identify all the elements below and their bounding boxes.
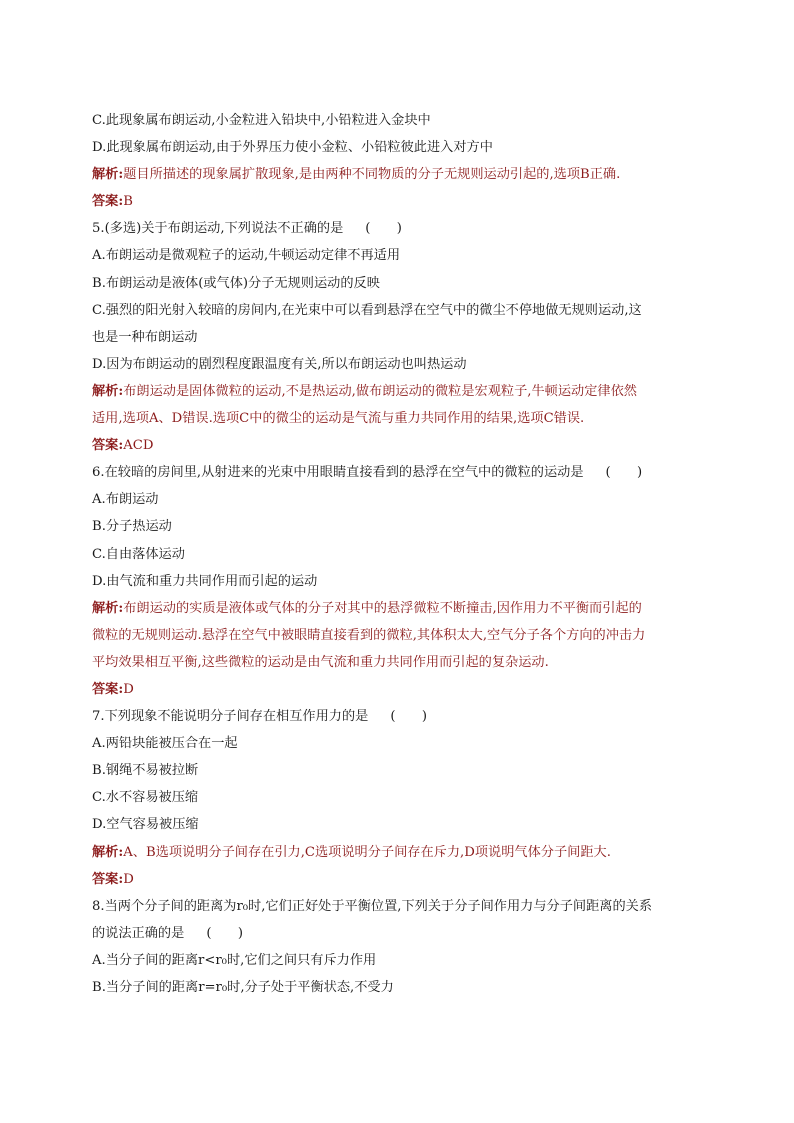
question-line [92,898,712,916]
analysis-text: 微粒的无规则运动.悬浮在空气中被眼睛直接看到的微粒,其体积太大,空气分子各个方向的冲击力 [92,627,646,643]
analysis-line [92,844,712,862]
option-line [92,979,712,997]
option-line [92,275,712,293]
option-text: B.布朗运动是液体(或气体)分子无规则运动的反映 [92,275,380,291]
analysis-label: 解析: [92,600,124,616]
question-line [92,464,712,482]
option-line [92,302,712,320]
option-text: A.当分子间的距离r<r₀时,它们之间只有斥力作用 [92,952,377,968]
option-line [92,329,712,347]
option-text: A.布朗运动是微观粒子的运动,牛顿运动定律不再适用 [92,248,401,264]
analysis-label: 解析: [92,167,124,183]
analysis-line [92,654,712,672]
question-text: 6.在较暗的房间里,从射进来的光束中用眼睛直接看到的悬浮在空气中的微粒的运动是 [92,465,584,481]
option-text: A.两铅块能被压合在一起 [92,736,238,752]
answer-line [92,437,712,455]
answer-blank: ( ) [605,465,643,481]
analysis-line [92,627,712,645]
question-line [92,708,712,726]
answer-value: ACD [123,438,154,454]
analysis-text: 适用,选项A、D错误.选项C中的微尘的运动是气流与重力共同作用的结果,选项C错误. [92,411,585,427]
option-text: 也是一种布朗运动 [92,329,198,345]
question-text: 5.(多选)关于布朗运动,下列说法不正确的是 [92,221,344,237]
option-line [92,491,712,509]
answer-label: 答案: [92,871,124,887]
analysis-line [92,383,712,401]
question-line [92,220,712,238]
question-text: 8.当两个分子间的距离为r₀时,它们正好处于平衡位置,下列关于分子间作用力与分子间距离的关系 [92,898,653,914]
analysis-text: 布朗运动是固体微粒的运动,不是热运动,做布朗运动的微粒是宏观粒子,牛顿运动定律依然 [123,383,637,399]
option-text: D.空气容易被压缩 [92,817,199,833]
analysis-line [92,166,712,184]
option-text: A.布朗运动 [92,492,159,508]
answer-value: B [123,194,133,210]
analysis-label: 解析: [92,383,124,399]
answer-line [92,871,712,889]
question-text: 7.下列现象不能说明分子间存在相互作用力的是 [92,709,369,725]
answer-label: 答案: [92,194,124,210]
answer-label: 答案: [92,438,124,454]
answer-blank: ( ) [365,221,402,237]
option-line [92,247,712,265]
question-line [92,925,712,943]
option-line [92,762,712,780]
option-text: D.由气流和重力共同作用而引起的运动 [92,573,318,589]
question-text: 的说法正确的是 [92,925,185,941]
analysis-text: 布朗运动的实质是液体或气体的分子对其中的悬浮微粒不断撞击,因作用力不平衡而引起的 [123,600,642,616]
answer-line [92,193,712,211]
option-line [92,546,712,564]
option-text: C.此现象属布朗运动,小金粒进入铅块中,小铅粒进入金块中 [92,113,431,128]
option-text: C.水不容易被压缩 [92,790,199,806]
answer-line [92,681,712,699]
analysis-label: 解析: [92,844,124,860]
option-text: B.钢绳不易被拉断 [92,763,199,779]
option-text: C.强烈的阳光射入较暗的房间内,在光束中可以看到悬浮在空气中的微尘不停地做无规则运动,这 [92,302,642,318]
option-line [92,518,712,536]
answer-value: D [123,871,134,887]
option-text: C.自由落体运动 [92,546,185,562]
answer-blank: ( ) [206,925,243,941]
option-line [92,816,712,834]
option-line [92,789,712,807]
option-line [92,573,712,591]
analysis-text: 题目所描述的现象属扩散现象,是由两种不同物质的分子无规则运动引起的,选项B正确. [123,167,621,183]
option-text: D.此现象属布朗运动,由于外界压力使小金粒、小铅粒彼此进入对方中 [92,140,493,156]
analysis-text: 平均效果相互平衡,这些微粒的运动是由气流和重力共同作用而引起的复杂运动. [92,654,549,670]
answer-label: 答案: [92,681,124,697]
option-line [92,735,712,753]
option-text: D.因为布朗运动的剧烈程度跟温度有关,所以布朗运动也叫热运动 [92,356,467,372]
option-line [92,952,712,970]
analysis-line [92,410,712,428]
option-line [92,356,712,374]
answer-blank: ( ) [390,709,428,725]
answer-value: D [123,681,134,697]
option-line [92,112,712,130]
analysis-line [92,600,712,618]
option-text: B.当分子间的距离r=r₀时,分子处于平衡状态,不受力 [92,980,394,995]
option-line [92,139,712,157]
analysis-text: A、B选项说明分子间存在引力,C选项说明分子间存在斥力,D项说明气体分子间距大. [123,844,611,860]
option-text: B.分子热运动 [92,519,172,535]
document-page [92,112,712,1006]
